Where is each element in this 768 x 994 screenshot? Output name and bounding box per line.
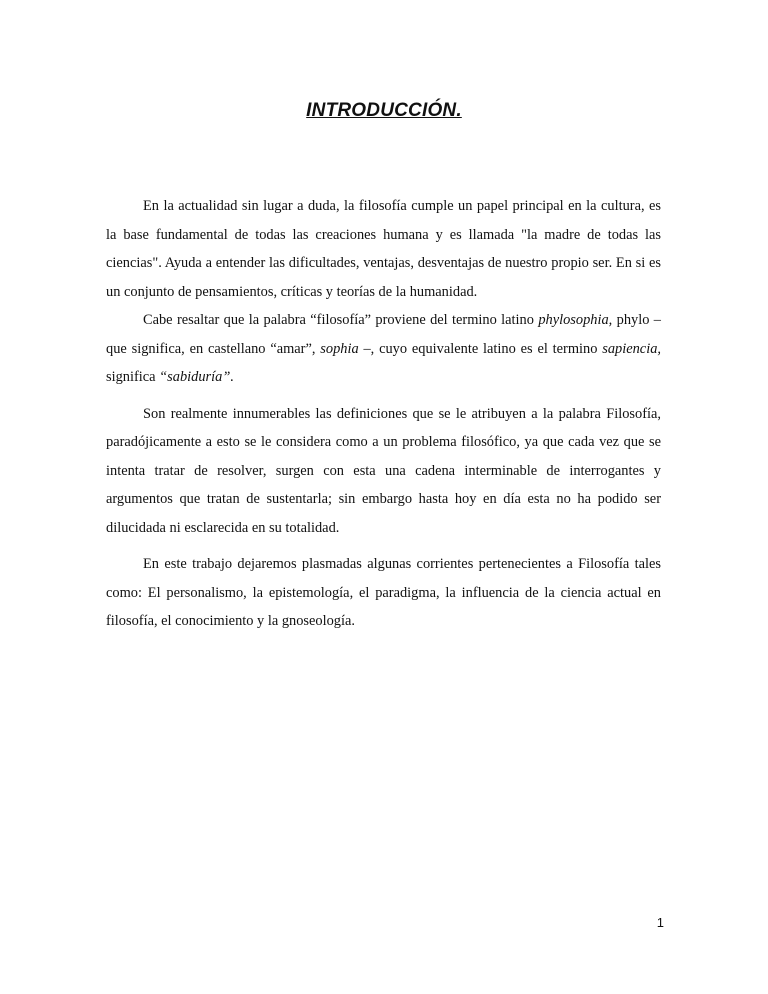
term-sapiencia: sapiencia, <box>602 340 661 357</box>
body-text <box>106 192 661 636</box>
paragraph-3: Son realmente innumerables las definiciones que se le atribuyen a la palabra Filosofía, paradójicamente a esto se le considera como a un problema filosófico, ya que cada vez que se intenta tratar de resolver, surgen con esta una cadena interminable de interrogantes y argumentos que tratan de sustentarla; sin embargo hasta hoy en día esta no ha podido ser dilucidada ni esclarecida en su totalidad. <box>106 405 661 536</box>
term-sophia: sophia <box>320 340 359 357</box>
paragraph-2 <box>106 306 661 392</box>
term-sabiduria: “sabiduría”. <box>159 369 234 385</box>
paragraph-2-text-3: –, cuyo equivalente latino es el termino <box>358 340 603 357</box>
paragraph-2-text-2: phylo –que significa, en castellano “amar”, <box>106 312 661 357</box>
paragraph-1: En la actualidad sin lugar a duda, la filosofía cumple un papel principal en la cultura, es la base fundamental de todas las creaciones humana y es llamada "la madre de todas las ciencias". Ayuda a entender las dificultades, ventajas, desventajas de nuestro propio ser. En si es un conjunto de pensamientos, críticas y teorías de la humanidad. <box>106 198 661 300</box>
term-phylosophia: phylosophia, <box>538 312 613 328</box>
paragraph-2-text-1: Cabe resaltar que la palabra “filosofía” proviene del termino latino <box>143 312 539 328</box>
paragraph-4: En este trabajo dejaremos plasmadas algunas corrientes pertenecientes a Filosofía tales como: El personalismo, la epistemología, el paradigma, la influencia de la ciencia actual en filosofía, el conocimiento y la gnoseología. <box>106 556 661 629</box>
page-number: 1 <box>656 915 664 930</box>
page-title: INTRODUCCIÓN. <box>306 100 462 121</box>
paragraph-2-text-4: significa <box>106 369 160 385</box>
